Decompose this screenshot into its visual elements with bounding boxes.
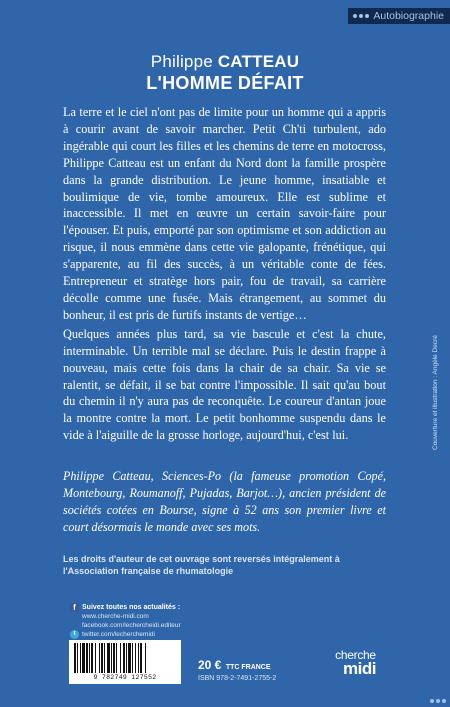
price-block xyxy=(198,656,276,682)
genre-tag xyxy=(348,8,450,24)
cover-credit: Couverture et illustration : Angèle Decré xyxy=(432,335,439,450)
barcode-number: 9 782749 127552 xyxy=(93,674,157,681)
back-cover-blurb xyxy=(63,104,386,446)
royalties-note: Les droits d'auteur de cet ouvrage sont reversés intégralement à l'Association française de rhumatologie xyxy=(63,554,340,576)
facebook-icon: f xyxy=(70,603,79,612)
twitter-link[interactable]: twitter.com/lecherchemidi xyxy=(82,631,155,638)
isbn: ISBN 978-2-7491-2755-2 xyxy=(198,675,277,682)
barcode xyxy=(69,640,181,684)
author-name: Philippe CATTEAU xyxy=(150,52,300,71)
twitter-icon: t xyxy=(70,630,79,639)
blurb-paragraph-1: La terre et le ciel n'ont pas de limite pour un homme qui a appris à courir avant de savoir marcher. Petit Ch'ti turbulent, ado ingérable qui court les filles et les chemins de terre en motocross, Philippe Catteau est un enfant du Nord dont la famille prospère dans la grande distribution. Le jeune homme, insatiable et boulimique de vie, tombe amoureux. Elle est sublime et inaccessible. Il met en œuvre un certain savoir-faire pour l'épouser. Et puis, emporté par son optimisme et son addiction au risque, il nous emmène dans cette vie galopante, frénétique, qui s'apparente, au fil des succès, à un véritable conte de fées. Entrepreneur et stratège hors pair, fou de travail, sa carrière décolle comme une fusée. Mais étrangement, au sommet du bonheur, il est pris de furtifs instants de vertige… xyxy=(63,105,386,322)
price-suffix: TTC FRANCE xyxy=(225,664,271,671)
book-heading xyxy=(0,52,450,94)
dots-icon xyxy=(353,14,369,18)
blurb-paragraph-2: Quelques années plus tard, sa vie bascule et c'est la chute, interminable. Un terrible mal se déclare. Puis le destin frappe à nouveau, mais cette fois dans la chair de sa chair. Sa vie se ralentit, se défait, il se bat contre l'impossible. Il sait qu'au bout du chemin il n'y aura pas de reconquête. Le coureur d'antan joue la montre contre la mort. Le petit bonhomme suspendu dans le vide à l'aiguille de la grosse horloge, aujourd'hui, c'est lui. xyxy=(63,326,386,443)
author-bio: Philippe Catteau, Sciences-Po (la fameuse promotion Copé, Montebourg, Roumanoff, Pujadas, Barjot…), ancien président de sociétés cotées en Bourse, signe à 52 ans son premier livre et court désormais le monde avec ses mots. xyxy=(63,469,386,534)
social-heading: Suivez toutes nos actualités : xyxy=(82,604,181,611)
website-link[interactable]: www.cherche-midi.com xyxy=(82,613,149,620)
social-links xyxy=(70,603,181,639)
facebook-link[interactable]: facebook.com/lechercheidi.editeur xyxy=(82,622,181,629)
price-amount: 20 € xyxy=(198,658,222,672)
publisher-logo: cherche midi xyxy=(335,648,376,678)
genre-label: Autobiographie xyxy=(373,10,444,22)
book-title: L'HOMME DÉFAIT xyxy=(146,73,304,93)
barcode-bars xyxy=(73,643,177,673)
corner-dots-icon xyxy=(430,699,446,703)
